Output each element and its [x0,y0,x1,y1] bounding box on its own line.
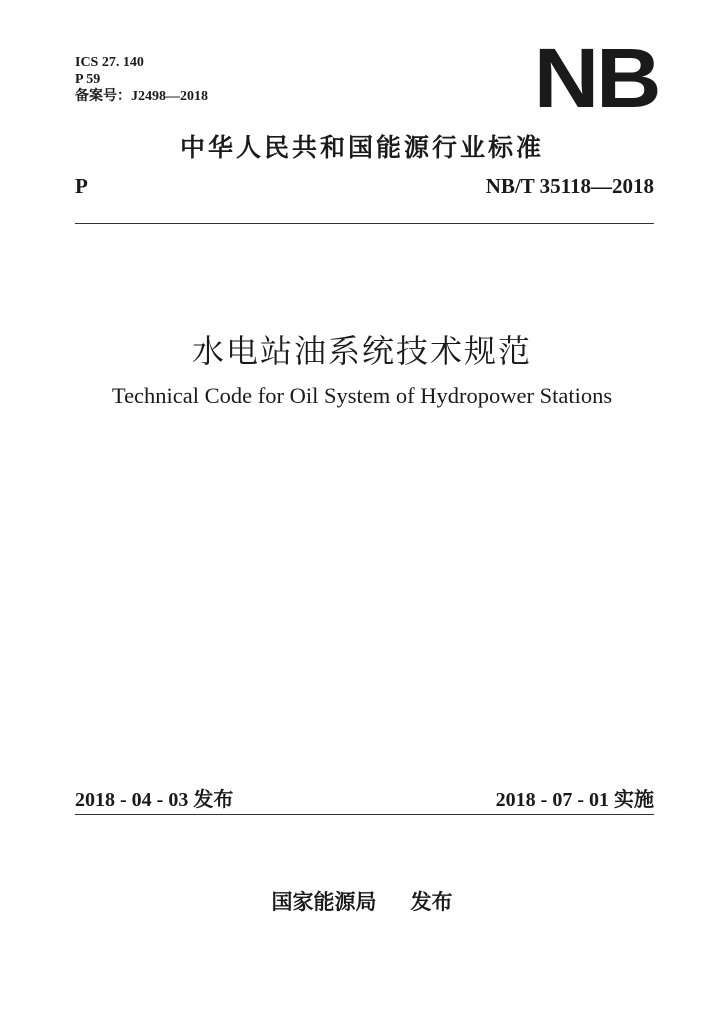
classification-block [75,54,208,105]
publisher-line [0,886,724,916]
publisher-action: 发布 [410,890,453,914]
title-chinese: 水电站油系统技术规范 [191,332,532,370]
filing-number: 备案号：J2498—2018 [75,89,208,104]
standard-letter: P [75,174,88,198]
publisher-name: 国家能源局 [271,890,377,914]
ics-code: ICS 27. 140 [75,55,144,70]
top-divider [75,223,654,224]
standard-category: 中华人民共和国能源行业标准 [179,133,544,162]
standard-number: NB/T 35118—2018 [485,174,654,198]
classification-code: P 59 [75,72,101,87]
issue-date: 2018 - 04 - 03 发布 [75,789,234,811]
bottom-divider [75,814,654,815]
effective-date: 2018 - 07 - 01 实施 [495,789,654,811]
standard-code-row [75,174,654,199]
nb-logo: NB [533,31,658,125]
dates-row [75,783,654,812]
title-english: Technical Code for Oil System of Hydropower Stations [111,383,613,408]
